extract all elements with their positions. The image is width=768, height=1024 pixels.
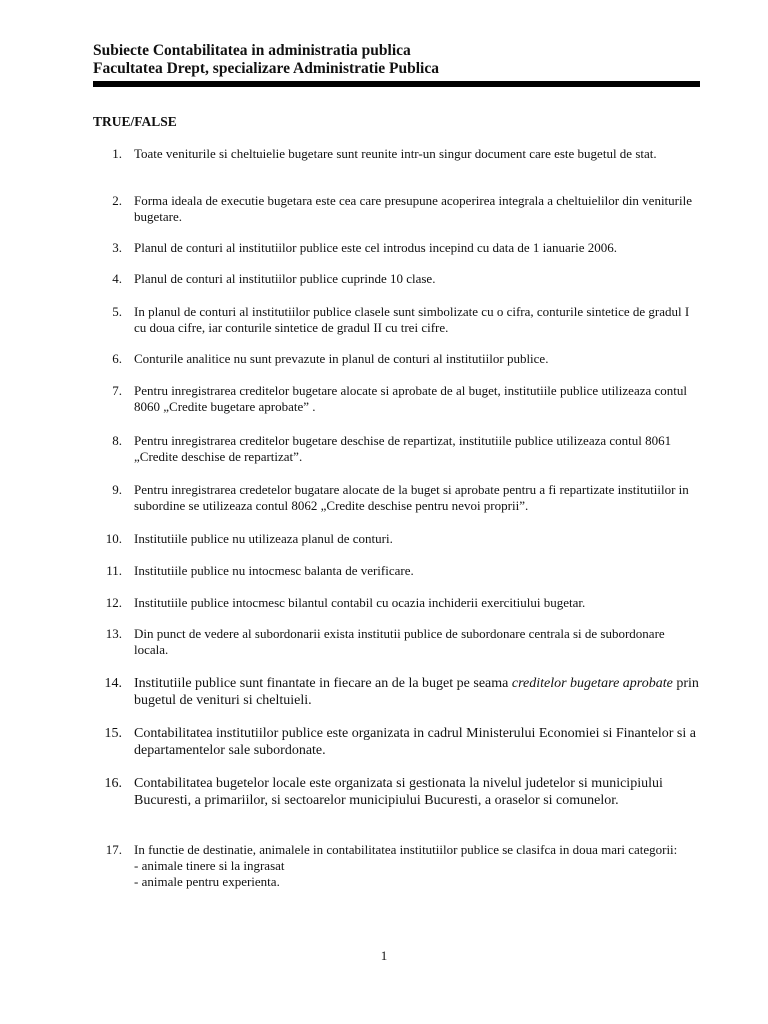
- item-text: Contabilitatea bugetelor locale este organizata si gestionata la nivelul judetelor si municipiului Bucuresti, a primariilor, si sectoarelor municipiului Bucuresti, a oraselor si comunelor.: [134, 776, 663, 808]
- list-item: [100, 146, 700, 162]
- item-text: Conturile analitice nu sunt prevazute in planul de conturi al institutiilor publice.: [134, 351, 549, 366]
- item-number: 3.: [112, 240, 122, 255]
- header-rule: [93, 81, 700, 87]
- list-item: [100, 595, 700, 611]
- list-item: [100, 842, 700, 890]
- item-text: Institutiile publice intocmesc bilantul contabil cu ocazia inchiderii exercitiului bugetar.: [134, 595, 586, 610]
- section-title: TRUE/FALSE: [93, 114, 177, 129]
- document-header: [93, 42, 703, 78]
- item-text: In planul de conturi al institutiilor publice clasele sunt simbolizate cu o cifra, conturile sintetice de gradul I cu doua cifre, iar conturile sintetice de gradul II cu trei cifre.: [134, 304, 690, 335]
- item-text: Institutiile publice nu utilizeaza planul de conturi.: [134, 531, 393, 546]
- item-text-end: prin bugetul de venituri si cheltuieli.: [134, 676, 699, 708]
- item-number: 17.: [105, 842, 122, 857]
- list-item: [100, 240, 700, 256]
- item-number: 8.: [112, 433, 122, 448]
- list-item: [100, 482, 700, 514]
- item-text: Pentru inregistrarea creditelor bugetare alocate si aprobate de al buget, institutiile publice utilizeaza contul 8060 „Credite bugetare aprobate” .: [134, 383, 687, 414]
- item-text: Toate veniturile si cheltuielie bugetare sunt reunite intr-un singur document care este bugetul de stat.: [134, 146, 657, 161]
- item-number: 1.: [112, 146, 122, 161]
- item-text: Planul de conturi al institutiilor publice este cel introdus incepind cu data de 1 ianuarie 2006.: [134, 240, 618, 255]
- item-text: Pentru inregistrarea credetelor bugatare alocate de la buget si aprobate pentru a fi repartizate institutiilor in subordine se utilizeaza contul 8062 „Credite deschise pentru nevoi proprii”.: [134, 482, 689, 513]
- item-text-start: Institutiile publice sunt finantate in fiecare an de la buget pe seama: [134, 676, 512, 691]
- item-number: 11.: [106, 563, 122, 578]
- list-item: [100, 271, 700, 287]
- list-item: [100, 775, 700, 809]
- list-item: [100, 675, 700, 709]
- header-title: Subiecte Contabilitatea in administratia publica: [93, 42, 411, 59]
- item-text: [134, 675, 700, 709]
- item-number: 13.: [105, 626, 122, 641]
- item-text: [134, 842, 700, 890]
- item-number: 14.: [104, 676, 122, 691]
- list-item: [100, 304, 700, 336]
- item-text: Institutiile publice nu intocmesc balanta de verificare.: [134, 563, 414, 578]
- sub-item: - animale pentru experienta.: [134, 874, 280, 889]
- item-number: 7.: [112, 383, 122, 398]
- item-number: 5.: [112, 304, 122, 319]
- list-item: [100, 563, 700, 579]
- item-text: Forma ideala de executie bugetara este cea care presupune acoperirea integrala a cheltuielilor din veniturile bugetare.: [134, 193, 692, 224]
- item-number: 4.: [112, 271, 122, 286]
- item-text-intro: In functie de destinatie, animalele in contabilitatea institutiilor publice se clasifca in doua mari categorii:: [134, 842, 678, 857]
- sub-item: - animale tinere si la ingrasat: [134, 858, 285, 873]
- header-subtitle: Facultatea Drept, specializare Administratie Publica: [93, 60, 439, 77]
- list-item: [100, 626, 700, 658]
- item-number: 12.: [105, 595, 122, 610]
- item-text-emphasis: creditelor bugetare aprobate: [511, 676, 673, 691]
- item-number: 2.: [112, 193, 122, 208]
- list-item: [100, 383, 700, 415]
- item-number: 15.: [104, 726, 122, 741]
- item-text: Contabilitatea institutiilor publice este organizata in cadrul Ministerului Economiei si Finantelor si a departamentelor sale subordonate.: [134, 726, 696, 758]
- list-item: [100, 193, 700, 225]
- item-number: 9.: [112, 482, 122, 497]
- item-number: 6.: [112, 351, 122, 366]
- item-text: Pentru inregistrarea creditelor bugetare deschise de repartizat, institutiile publice utilizeaza contul 8061 „Credite deschise de repartizat”.: [134, 433, 672, 464]
- item-text: Din punct de vedere al subordonarii exista institutii publice de subordonare centrala si de subordonare locala.: [134, 626, 665, 657]
- item-number: 10.: [105, 531, 122, 546]
- item-number: 16.: [104, 776, 122, 791]
- list-item: [100, 531, 700, 547]
- item-text: Planul de conturi al institutiilor publice cuprinde 10 clase.: [134, 271, 436, 286]
- list-item: [100, 433, 700, 465]
- list-item: [100, 351, 700, 367]
- list-item: [100, 725, 700, 759]
- page-number: 1: [380, 948, 388, 963]
